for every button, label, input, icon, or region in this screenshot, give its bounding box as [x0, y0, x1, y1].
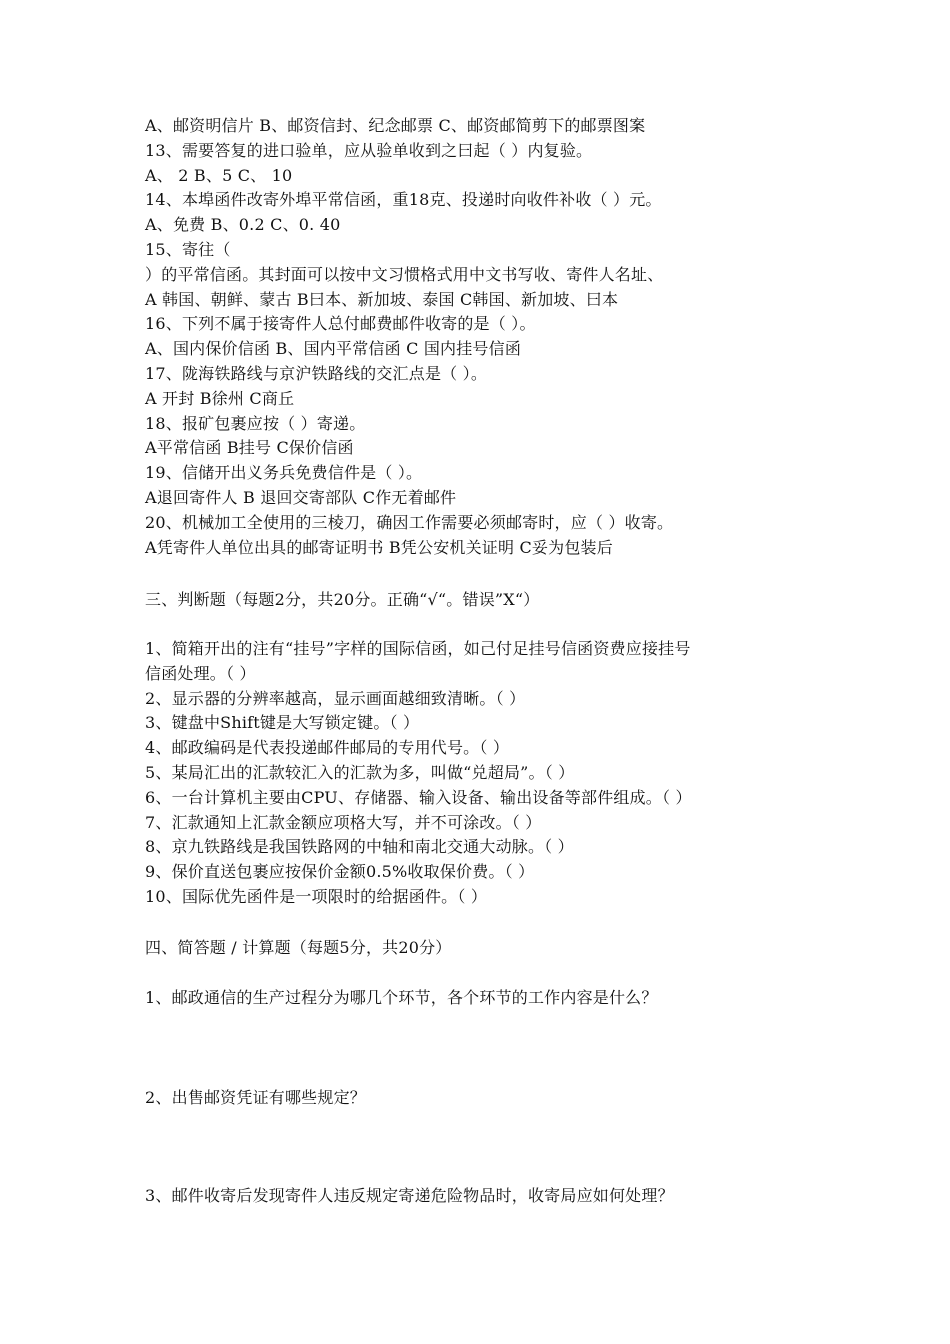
text-line: 10、国际优先函件是一项限时的给据函件。（ ） — [145, 886, 488, 906]
text-line: A凭寄件人单位出具的邮寄证明书 B凭公安机关证明 C妥为包装后 — [145, 537, 613, 557]
text-line: 16、下列不属于接寄件人总付邮费邮件收寄的是（ ）。 — [145, 314, 536, 334]
text-line: A、免费 B、0.2 C、0. 40 — [145, 215, 341, 235]
text-line: 3、键盘中Shift键是大写锁定键。（ ） — [145, 713, 420, 733]
text-line: 5、某局汇出的汇款较汇入的汇款为多，叫做“兑超局”。（ ） — [145, 762, 575, 782]
text-line: 8、京九铁路线是我国铁路网的中轴和南北交通大动脉。（ ） — [145, 837, 574, 857]
text-line: A、国内保价信函 B、国内平常信函 C 国内挂号信函 — [145, 339, 522, 359]
text-line: 信函处理。（ ） — [145, 663, 256, 683]
text-line: A平常信函 B挂号 C保价信函 — [145, 438, 354, 458]
text-line: 20、机械加工全使用的三棱刀，确因工作需要必须邮寄时，应（ ）收寄。 — [145, 512, 674, 532]
text-line: A退回寄件人 B 退回交寄部队 C作无着邮件 — [145, 487, 457, 507]
multiple-choice-continued — [145, 114, 905, 560]
text-line: 4、邮政编码是代表投递邮件邮局的专用代号。（ ） — [145, 738, 510, 758]
section-3-title — [145, 588, 905, 613]
text-line: 9、保价直送包裹应按保价金额0.5%收取保价费。（ ） — [145, 862, 535, 882]
section-heading: 四、简答题 / 计算题（每题5分，共20分） — [145, 938, 452, 957]
text-line: 15、寄往（ — [145, 239, 231, 259]
text-line: 17、陇海铁路线与京沪铁路线的交汇点是（ ）。 — [145, 363, 488, 383]
text-line: 6、一台计算机主要由CPU、存储器、输入设备、输出设备等部件组成。（ ） — [145, 787, 692, 807]
text-line: A 韩国、朝鲜、蒙古 B曰本、新加坡、泰国 C韩国、新加坡、曰本 — [145, 289, 619, 309]
section-heading: 三、判断题（每题2分，共20分。正确“√“。错误”X“） — [145, 590, 540, 609]
text-line: 19、信储开出义务兵免费信件是（ ）。 — [145, 463, 423, 483]
question-text: 1、邮政通信的生产过程分为哪几个环节，各个环节的工作内容是什么？ — [145, 988, 658, 1007]
short-answer-question-1 — [145, 986, 905, 1011]
text-line: A、邮资明信片 B、邮资信封、纪念邮票 C、邮资邮简剪下的邮票图案 — [145, 116, 646, 135]
section-4-title — [145, 936, 905, 961]
text-line: A 开封 B徐州 C商丘 — [145, 388, 295, 408]
text-line: 13、需要答复的进口验单，应从验单收到之曰起（ ）内复验。 — [145, 140, 593, 160]
true-false-section — [145, 637, 905, 910]
text-line: 14、本埠函件改寄外埠平常信函，重18克、投递时向收件补收（ ）元。 — [145, 190, 662, 210]
question-text: 2、出售邮资凭证有哪些规定？ — [145, 1088, 366, 1107]
text-line: ）的平常信函。其封面可以按中文习惯格式用中文书写收、寄件人名址、 — [145, 264, 664, 284]
short-answer-question-2 — [145, 1086, 905, 1111]
text-line: 7、汇款通知上汇款金额应项格大写，并不可涂改。（ ） — [145, 812, 542, 832]
text-line: 1、简箱开出的注有“挂号”字样的国际信函，如己付足挂号信函资费应接挂号 — [145, 639, 691, 658]
text-line: 18、报矿包裹应按（ ）寄递。 — [145, 413, 366, 433]
short-answer-question-3 — [145, 1184, 905, 1209]
text-line: A、 2 B、5 C、 10 — [145, 165, 293, 185]
question-text: 3、邮件收寄后发现寄件人违反规定寄递危险物品时，收寄局应如何处理？ — [145, 1186, 674, 1205]
text-line: 2、显示器的分辨率越高，显示画面越细致清晰。（ ） — [145, 688, 526, 708]
